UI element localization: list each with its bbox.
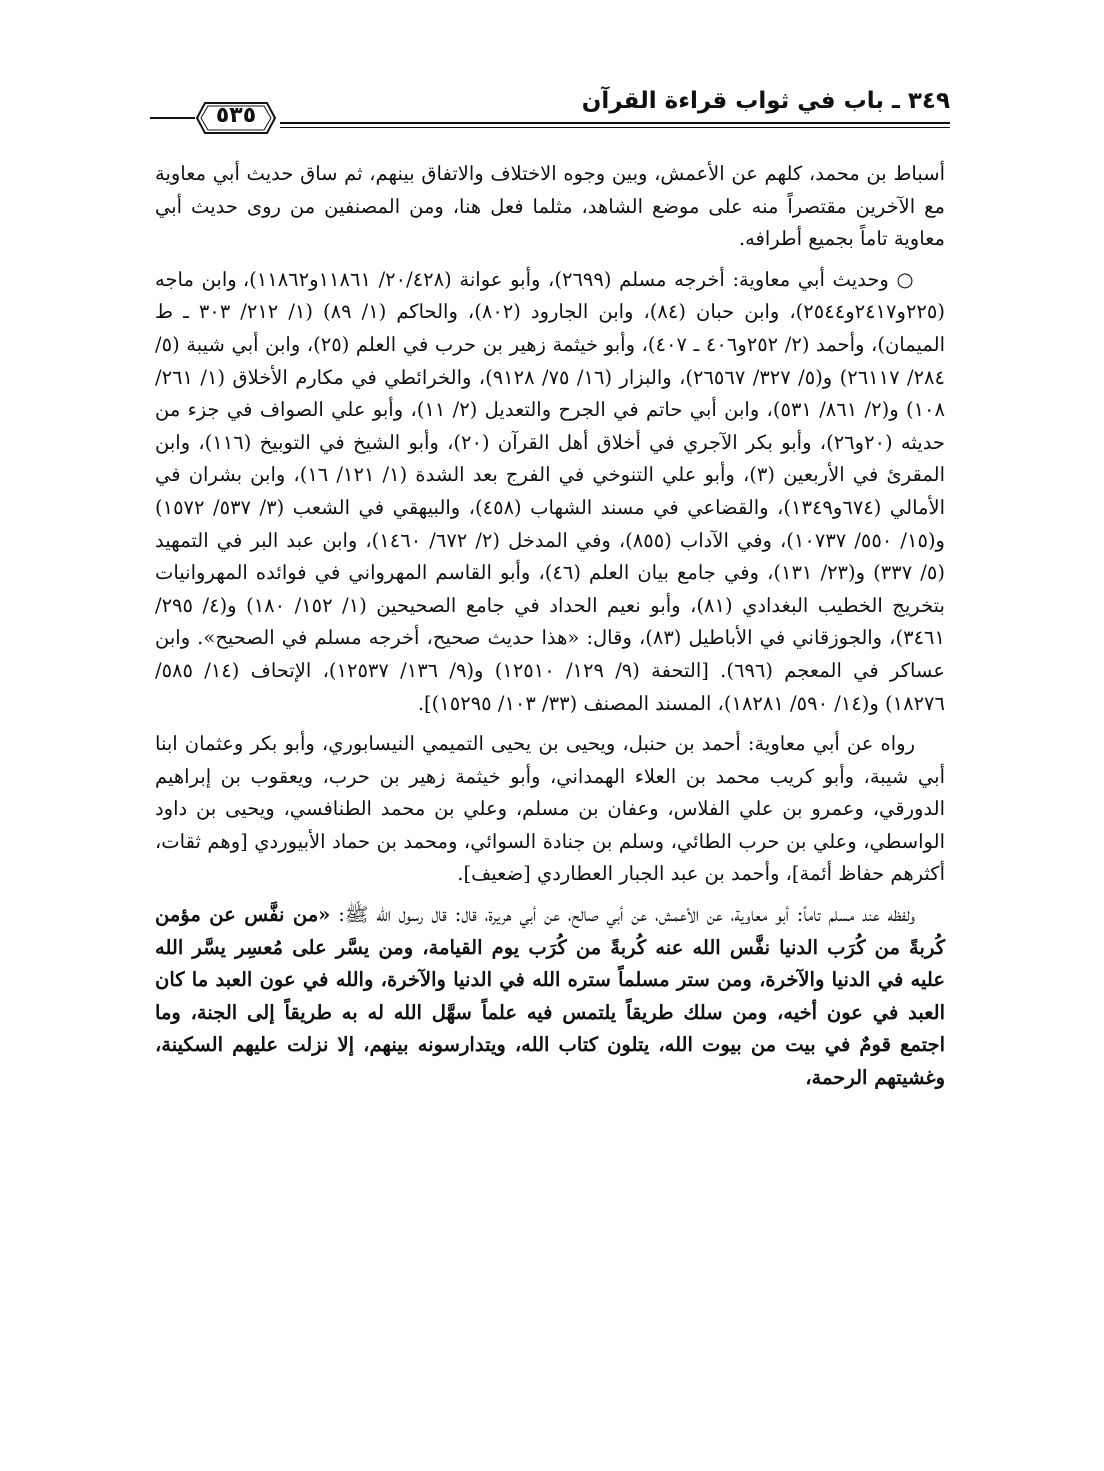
hadith-intro: ولفظه عند مسلم تاماً: أبو معاوية، عن الأعمش، عن أبي صالح، عن أبي هريرة، قال: قال رسول الله ﷺ: [330, 903, 915, 927]
page-number-badge [195, 100, 277, 136]
chapter-title: ٣٤٩ ـ باب في ثواب قراءة القرآن [581, 88, 950, 114]
page-number: ٥٣٥ [215, 103, 257, 128]
paragraph-takhrij: ○ وحديث أبي معاوية: أخرجه مسلم (٢٦٩٩)، وأبو عوانة (٢٠/٤٢٨/ ١١٨٦١و١١٨٦٢)، وابن ماجه (٢٢٥و٢٤١٧و٢٥٤٤)، وابن حبان (٨٤)، وابن الجارود (٨٠٢)، والحاكم (١/ ٨٩) (١/ ٢١٢/ ٣٠٣ ـ ط الميمان)، وأحمد (٢/ ٢٥٢و٤٠٦ ـ ٤٠٧)، وأبو خيثمة زهير بن حرب في العلم (٢٥)، وابن أبي شيبة (٥/ ٢٨٤/ ٢٦١١٧) و(٥/ ٣٢٧/ ٢٦٥٦٧)، والبزار (١٦/ ٧٥/ ٩١٢٨)، والخرائطي في مكارم الأخلاق (١/ ٢٦١/ ١٠٨) و(٢/ ٨٦١/ ٥٣١)، وابن أبي حاتم في الجرح والتعديل (٢/ ١١)، وأبو علي الصواف في جزء من حديثه (٢٠و٢٦)، وأبو بكر الآجري في أخلاق أهل القرآن (٢٠)، وأبو الشيخ في التوبيخ (١١٦)، وابن المقرئ في الأربعين (٣)، وأبو علي التنوخي في الفرج بعد الشدة (١/ ١٢١/ ١٦)، وابن بشران في الأمالي (٦٧٤و١٣٤٩)، والقضاعي في مسند الشهاب (٤٥٨)، والبيهقي في الشعب (٣/ ٥٣٧/ ١٥٧٢) و(١٥/ ٥٥٠/ ١٠٧٣٧)، وفي الآداب (٨٥٥)، وفي المدخل (٢/ ٦٧٢/ ١٤٦٠)، وابن عبد البر في التمهيد (٥/ ٣٣٧) و(٢٣/ ١٣١)، وفي جامع بيان العلم (٤٦)، وأبو القاسم المهرواني في فوائده المهروانيات بتخريج الخطيب البغدادي (٨١)، وأبو نعيم الحداد في جامع الصحيحين (١/ ١٥٢/ ١٨٠) و(٤/ ٢٩٥/ ٣٤٦١)، والجوزقاني في الأباطيل (٨٣)، وقال: «هذا حديث صحيح، أخرجه مسلم في الصحيح». وابن عساكر في المعجم (٦٩٦). [التحفة (٩/ ١٢٩/ ١٢٥١٠) و(٩/ ١٣٦/ ١٢٥٣٧)، الإتحاف (١٤/ ٥٨٥/ ١٨٢٧٦) و(١٤/ ٥٩٠/ ١٨٢٨١)، المسند المصنف (٣٣/ ١٠٣/ ١٥٢٩٥)]. [155, 267, 945, 715]
page-header [150, 88, 950, 148]
header-rule-top [280, 122, 950, 124]
hadith-text: «من نفَّس عن مؤمن كُربةً من كُرَب الدنيا نفَّس الله عنه كُربةً من كُرَب يوم القيامة، ومن يسَّر على مُعسِر يسَّر الله عليه في الدنيا والآخرة، ومن ستر مسلماً ستره الله في الدنيا والآخرة، والله في عون العبد ما كان العبد في عون أخيه، ومن سلك طريقاً يلتمس فيه علماً سهَّل الله له به طريقاً إلى الجنة، وما اجتمع قومٌ في بيت من بيوت الله، يتلون كتاب الله، ويتدارسونه بينهم، إلا نزلت عليهم السكينة، وغشيتهم الرحمة، [155, 903, 945, 1090]
badge-left-line [150, 117, 195, 119]
page-body [155, 158, 945, 1103]
paragraph-hadith [155, 899, 945, 1095]
header-rule-bottom [280, 127, 950, 128]
paragraph-intro: أسباط بن محمد، كلهم عن الأعمش، وبين وجوه الاختلاف والاتفاق بينهم، ثم ساق حديث أبي معاوية مع الآخرين مقتصراً منه على موضع الشاهد، مثلما فعل هنا، ومن المصنفين من روى حديث أبي معاوية تاماً بجميع أطرافه. [155, 162, 945, 251]
paragraph-narrators: رواه عن أبي معاوية: أحمد بن حنبل، ويحيى بن يحيى التميمي النيسابوري، وأبو بكر وعثمان ابنا أبي شيبة، وأبو كريب محمد بن العلاء الهمداني، وأبو خيثمة زهير بن حرب، ويعقوب بن إبراهيم الدورقي، وعمرو بن علي الفلاس، وعفان بن مسلم، وعلي بن محمد الطنافسي، ويحيى بن داود الواسطي، وعلي بن حرب الطائي، وسلم بن جنادة السوائي، ومحمد بن حماد الأبيوردي [وهم ثقات، أكثرهم حفاظ أئمة]، وأحمد بن عبد الجبار العطاردي [ضعيف]. [155, 732, 945, 886]
